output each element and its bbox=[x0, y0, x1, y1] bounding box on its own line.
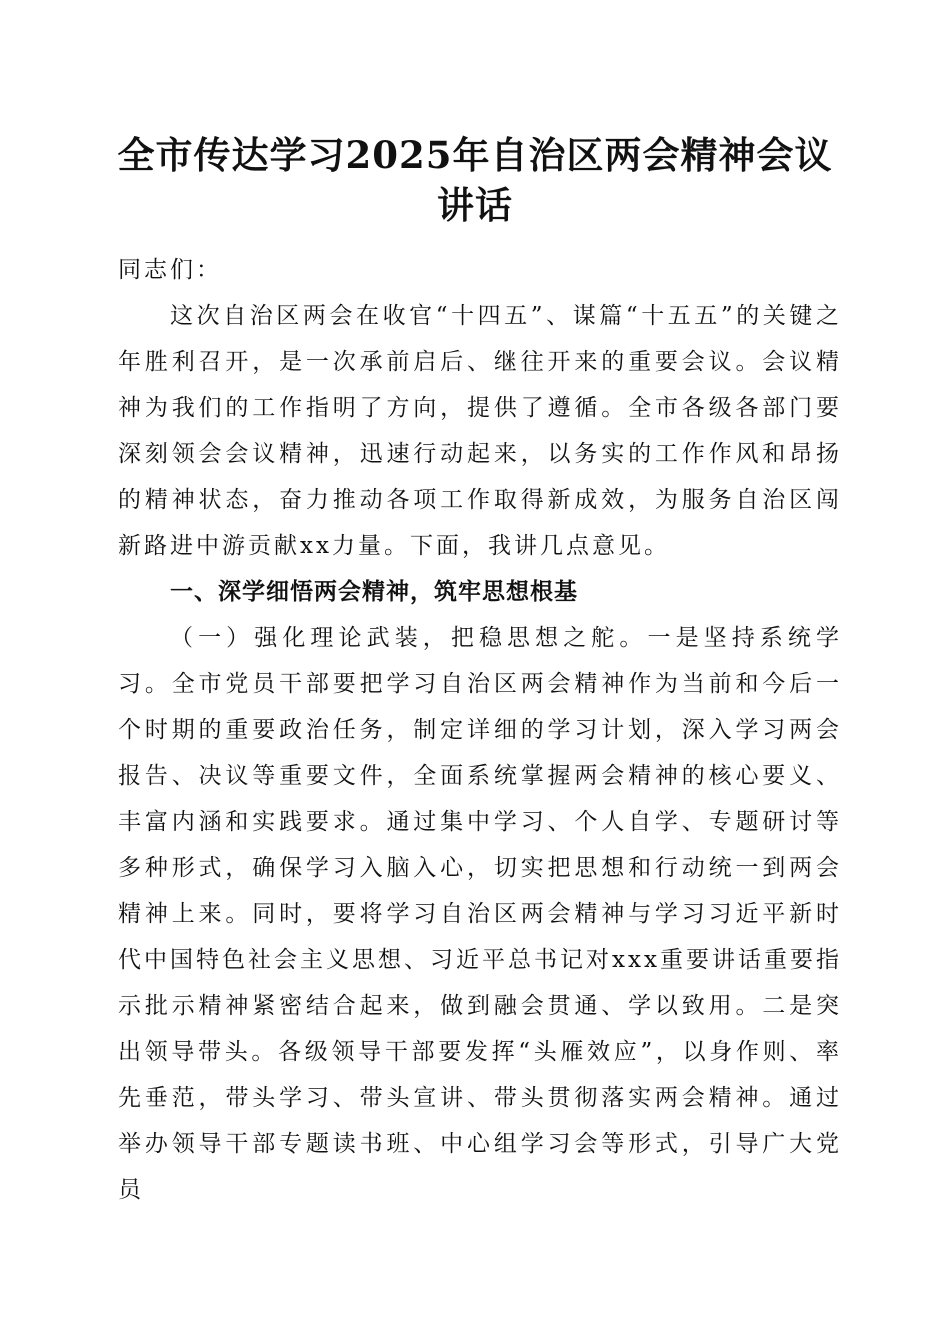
subsection-body: 一是坚持系统学习。全市党员干部要把学习自治区两会精神作为当前和今后一个时期的重要政治任务，制定详细的学习计划，深入学习两会报告、决议等重要文件，全面系统掌握两会精神的核心要义、丰富内涵和实践要求。通过集中学习、个人自学、专题研讨等多种形式，确保学习入脑入心，切实把思想和行动统一到两会精神上来。同时，要将学习自治区两会精神与学习习近平新时代中国特色社会主义思想、习近平总书记对xxx重要讲话重要指示批示精神紧密结合起来，做到融会贯通、学以致用。二是突出领导带头。各级领导干部要发挥“头雁效应”，以身作则、率先垂范，带头学习、带头宣讲、带头贯彻落实两会精神。通过举办领导干部专题读书班、中心组学习会等形式，引导广大党员 bbox=[118, 625, 843, 1203]
subsection-lead: （一）强化理论武装，把稳思想之舵。 bbox=[170, 625, 648, 651]
document-title: 全市传达学习2025年自治区两会精神会议讲话 bbox=[117, 133, 833, 227]
section-heading: 一、深学细悟两会精神，筑牢思想根基 bbox=[170, 579, 578, 605]
subsection-paragraph bbox=[118, 615, 842, 1213]
salutation: 同志们： bbox=[118, 257, 222, 283]
intro-paragraph: 这次自治区两会在收官“十四五”、谋篇“十五五”的关键之年胜利召开，是一次承前启后、继往开来的重要会议。会议精神为我们的工作指明了方向，提供了遵循。全市各级各部门要深刻领会会议精神，迅速行动起来，以务实的工作作风和昂扬的精神状态，奋力推动各项工作取得新成效，为服务自治区闯新路进中游贡献xx力量。下面，我讲几点意见。 bbox=[118, 303, 842, 559]
document-body bbox=[118, 247, 842, 1213]
